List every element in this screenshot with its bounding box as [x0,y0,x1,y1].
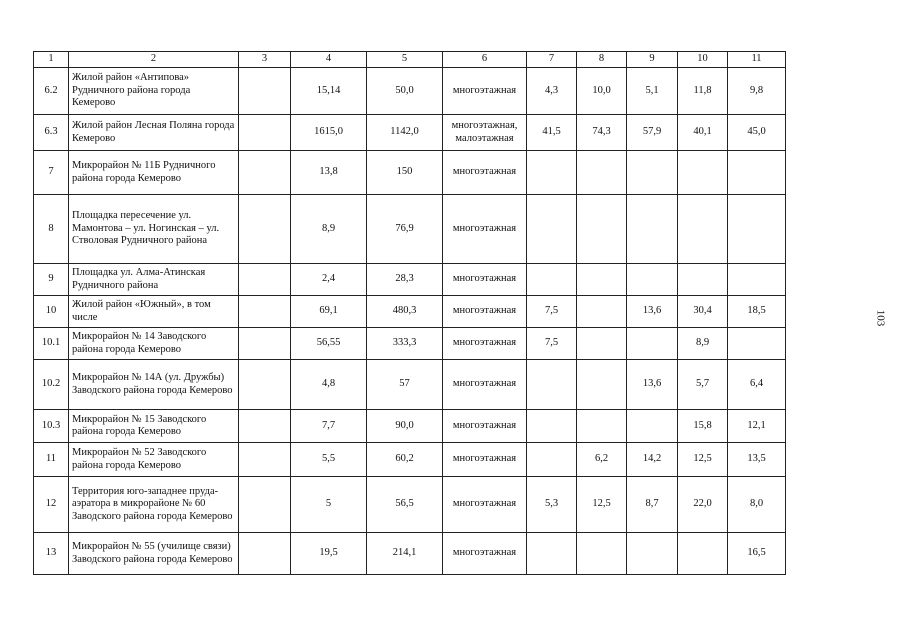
header-cell: 11 [728,52,786,68]
cell-col9 [627,195,678,264]
cell-col5: 214,1 [367,533,443,575]
cell-col5: 60,2 [367,443,443,477]
header-cell: 8 [577,52,627,68]
row-number: 10.1 [34,328,69,360]
header-cell: 10 [678,52,728,68]
cell-col7 [527,360,577,410]
building-type: многоэтажная [443,477,527,533]
table-row [34,264,786,296]
cell-col10: 5,7 [678,360,728,410]
cell-col3 [239,195,291,264]
cell-col8: 12,5 [577,477,627,533]
cell-col10: 15,8 [678,410,728,443]
cell-col11: 18,5 [728,296,786,328]
row-number: 7 [34,151,69,195]
cell-col9: 13,6 [627,360,678,410]
cell-col11: 16,5 [728,533,786,575]
cell-col5: 28,3 [367,264,443,296]
cell-col8: 6,2 [577,443,627,477]
row-number: 10 [34,296,69,328]
building-type: многоэтажная [443,533,527,575]
object-name: Территория юго-западнее пруда-аэратора в микрорайоне № 60 Заводского района города Кемерово [69,477,239,533]
table-row [34,443,786,477]
cell-col8 [577,360,627,410]
header-cell: 2 [69,52,239,68]
cell-col9: 57,9 [627,115,678,151]
cell-col8 [577,195,627,264]
table-row [34,115,786,151]
row-number: 11 [34,443,69,477]
cell-col5: 150 [367,151,443,195]
cell-col10: 40,1 [678,115,728,151]
cell-col3 [239,151,291,195]
cell-col4: 19,5 [291,533,367,575]
cell-col4: 5 [291,477,367,533]
cell-col10 [678,533,728,575]
cell-col4: 56,55 [291,328,367,360]
row-number: 8 [34,195,69,264]
cell-col5: 333,3 [367,328,443,360]
cell-col3 [239,68,291,115]
cell-col3 [239,115,291,151]
header-cell: 6 [443,52,527,68]
cell-col7 [527,443,577,477]
cell-col3 [239,328,291,360]
cell-col3 [239,477,291,533]
object-name: Микрорайон № 15 Заводского района города Кемерово [69,410,239,443]
cell-col10: 22,0 [678,477,728,533]
cell-col7: 5,3 [527,477,577,533]
cell-col7 [527,410,577,443]
table-row [34,533,786,575]
building-type: многоэтажная [443,328,527,360]
table-row [34,195,786,264]
cell-col10: 30,4 [678,296,728,328]
cell-col8: 74,3 [577,115,627,151]
object-name: Микрорайон № 55 (училище связи) Заводского района города Кемерово [69,533,239,575]
header-cell: 9 [627,52,678,68]
cell-col11: 12,1 [728,410,786,443]
cell-col9 [627,151,678,195]
header-cell: 7 [527,52,577,68]
cell-col7 [527,195,577,264]
cell-col9: 5,1 [627,68,678,115]
object-name: Микрорайон № 14А (ул. Дружбы) Заводского района города Кемерово [69,360,239,410]
building-type: многоэтажная, малоэтажная [443,115,527,151]
cell-col11: 6,4 [728,360,786,410]
table-row [34,296,786,328]
cell-col5: 480,3 [367,296,443,328]
cell-col10 [678,195,728,264]
cell-col11 [728,264,786,296]
cell-col5: 56,5 [367,477,443,533]
row-number: 6.3 [34,115,69,151]
building-type: многоэтажная [443,195,527,264]
cell-col11 [728,328,786,360]
cell-col7: 7,5 [527,328,577,360]
cell-col10 [678,264,728,296]
cell-col9: 13,6 [627,296,678,328]
building-type: многоэтажная [443,296,527,328]
cell-col11 [728,151,786,195]
object-name: Площадка пересечение ул. Мамонтова – ул. Ногинская – ул. Стволовая Рудничного района [69,195,239,264]
object-name: Микрорайон № 11Б Рудничного района города Кемерово [69,151,239,195]
object-name: Жилой район «Антипова» Рудничного района города Кемерово [69,68,239,115]
cell-col3 [239,410,291,443]
header-cell: 1 [34,52,69,68]
cell-col7 [527,533,577,575]
cell-col3 [239,533,291,575]
cell-col8: 10,0 [577,68,627,115]
data-table [33,51,786,575]
cell-col10: 12,5 [678,443,728,477]
cell-col11 [728,195,786,264]
row-number: 10.2 [34,360,69,410]
cell-col10: 11,8 [678,68,728,115]
header-cell: 5 [367,52,443,68]
cell-col3 [239,296,291,328]
cell-col9 [627,533,678,575]
cell-col9 [627,264,678,296]
object-name: Площадка ул. Алма-Атинская Рудничного района [69,264,239,296]
cell-col4: 1615,0 [291,115,367,151]
cell-col9: 14,2 [627,443,678,477]
row-number: 13 [34,533,69,575]
cell-col5: 1142,0 [367,115,443,151]
building-type: многоэтажная [443,264,527,296]
table-row [34,151,786,195]
header-cell: 3 [239,52,291,68]
cell-col3 [239,360,291,410]
cell-col9 [627,328,678,360]
row-number: 6.2 [34,68,69,115]
building-type: многоэтажная [443,151,527,195]
cell-col4: 15,14 [291,68,367,115]
table-row [34,477,786,533]
cell-col3 [239,264,291,296]
cell-col4: 5,5 [291,443,367,477]
cell-col11: 45,0 [728,115,786,151]
cell-col8 [577,151,627,195]
cell-col9: 8,7 [627,477,678,533]
cell-col10 [678,151,728,195]
building-type: многоэтажная [443,360,527,410]
cell-col5: 90,0 [367,410,443,443]
row-number: 10.3 [34,410,69,443]
cell-col8 [577,328,627,360]
cell-col7 [527,264,577,296]
cell-col10: 8,9 [678,328,728,360]
cell-col3 [239,443,291,477]
object-name: Микрорайон № 14 Заводского района города Кемерово [69,328,239,360]
cell-col8 [577,296,627,328]
cell-col7: 41,5 [527,115,577,151]
cell-col8 [577,264,627,296]
building-type: многоэтажная [443,68,527,115]
cell-col4: 2,4 [291,264,367,296]
cell-col11: 9,8 [728,68,786,115]
row-number: 9 [34,264,69,296]
cell-col7: 4,3 [527,68,577,115]
cell-col9 [627,410,678,443]
cell-col11: 13,5 [728,443,786,477]
cell-col4: 69,1 [291,296,367,328]
header-row [34,52,786,68]
cell-col4: 13,8 [291,151,367,195]
building-type: многоэтажная [443,443,527,477]
cell-col5: 50,0 [367,68,443,115]
table-row [34,360,786,410]
row-number: 12 [34,477,69,533]
cell-col7 [527,151,577,195]
object-name: Жилой район Лесная Поляна города Кемерово [69,115,239,151]
page-number: 103 [874,309,887,327]
cell-col4: 4,8 [291,360,367,410]
table-row [34,410,786,443]
cell-col8 [577,410,627,443]
cell-col5: 76,9 [367,195,443,264]
cell-col4: 7,7 [291,410,367,443]
cell-col11: 8,0 [728,477,786,533]
cell-col8 [577,533,627,575]
building-type: многоэтажная [443,410,527,443]
table-row [34,328,786,360]
object-name: Микрорайон № 52 Заводского района города Кемерово [69,443,239,477]
header-cell: 4 [291,52,367,68]
cell-col7: 7,5 [527,296,577,328]
cell-col5: 57 [367,360,443,410]
object-name: Жилой район «Южный», в том числе [69,296,239,328]
table-row [34,68,786,115]
cell-col4: 8,9 [291,195,367,264]
